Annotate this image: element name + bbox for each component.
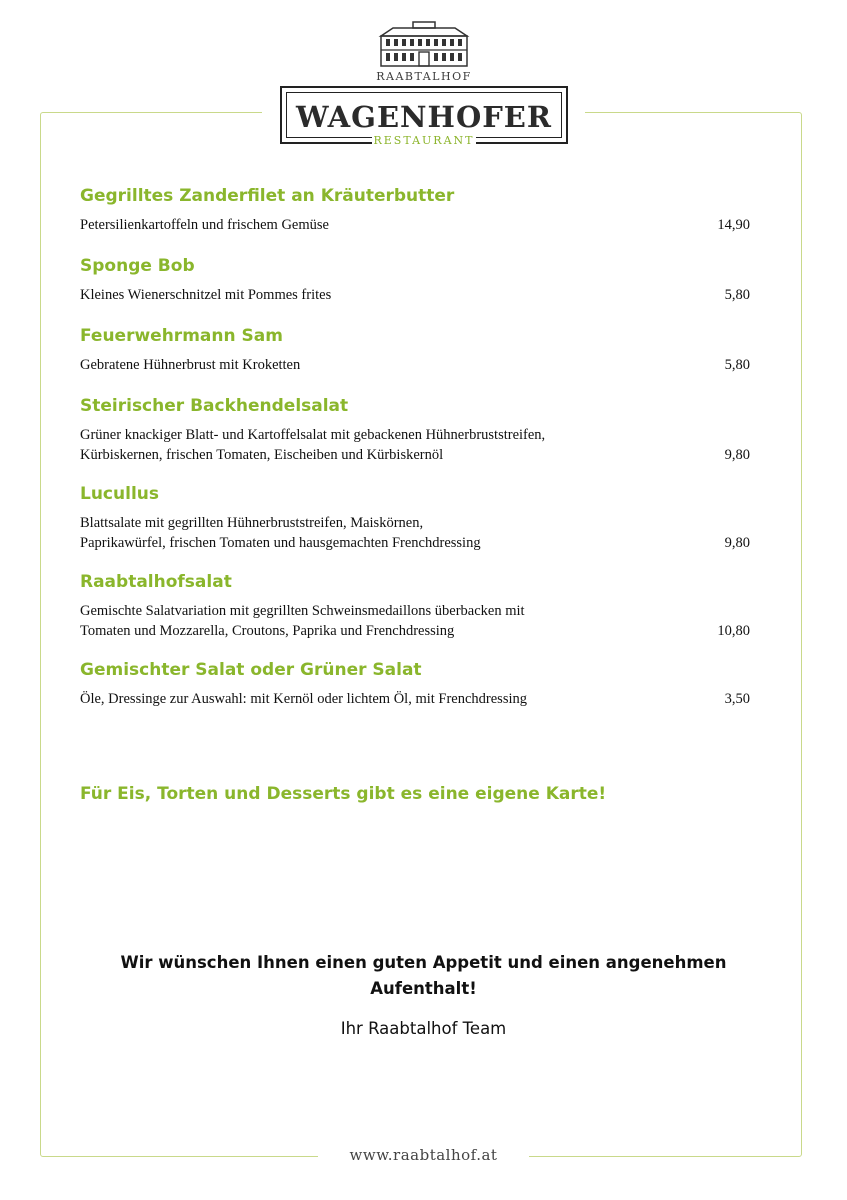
- menu-item-price: 5,80: [724, 287, 750, 303]
- closing-line-1: Wir wünschen Ihnen einen guten Appetit und einen angenehmen: [120, 953, 727, 972]
- brand-top-line: RAABTALHOF: [376, 70, 472, 83]
- menu-list: [80, 183, 750, 727]
- menu-item: [80, 253, 750, 323]
- menu-item-price: 14,90: [717, 217, 750, 233]
- menu-item-description: Gemischte Salatvariation mit gegrillten Schweinsmedaillons überbacken mit Tomaten und Mozzarella, Croutons, Paprika und Frenchdressing: [80, 603, 525, 639]
- brand-name: WAGENHOFER: [295, 100, 553, 134]
- menu-item-title: Raabtalhofsalat: [80, 572, 232, 592]
- closing-message: [80, 950, 767, 1002]
- menu-item-description: Grüner knackiger Blatt- und Kartoffelsalat mit gebackenen Hühnerbruststreifen, Kürbiskernen, frischen Tomaten, Eischeiben und Kürbiskernöl: [80, 427, 546, 463]
- menu-item: [80, 323, 750, 393]
- dessert-note: Für Eis, Torten und Desserts gibt es eine eigene Karte!: [80, 784, 607, 804]
- menu-item: [80, 481, 750, 569]
- menu-item-title: Feuerwehrmann Sam: [80, 326, 283, 346]
- menu-item: [80, 393, 750, 481]
- closing-line-2: Aufenthalt!: [370, 979, 477, 998]
- menu-item-price: 3,50: [724, 691, 750, 707]
- restaurant-logo: [268, 20, 580, 150]
- menu-item: [80, 657, 750, 727]
- menu-item-price: 10,80: [717, 623, 750, 639]
- website-link[interactable]: www.raabtalhof.at: [349, 1146, 498, 1164]
- menu-item-title: Gegrilltes Zanderfilet an Kräuterbutter: [80, 186, 455, 206]
- menu-item-price: 9,80: [724, 447, 750, 463]
- menu-item-title: Gemischter Salat oder Grüner Salat: [80, 660, 422, 680]
- menu-item-description: Kleines Wienerschnitzel mit Pommes frites: [80, 287, 332, 303]
- brand-bottom-line: RESTAURANT: [373, 134, 475, 147]
- closing-signature: Ihr Raabtalhof Team: [340, 1019, 507, 1038]
- menu-item: [80, 183, 750, 253]
- menu-item: [80, 569, 750, 657]
- menu-item-title: Steirischer Backhendelsalat: [80, 396, 349, 416]
- building-icon: [375, 20, 473, 68]
- menu-item-title: Sponge Bob: [80, 256, 195, 276]
- menu-item-price: 9,80: [724, 535, 750, 551]
- menu-item-description: Blattsalate mit gegrillten Hühnerbruststreifen, Maiskörnen, Paprikawürfel, frischen Tomaten und hausgemachten Frenchdressing: [80, 515, 481, 551]
- menu-item-title: Lucullus: [80, 484, 159, 504]
- menu-item-description: Öle, Dressinge zur Auswahl: mit Kernöl oder lichtem Öl, mit Frenchdressing: [80, 691, 527, 707]
- menu-item-description: Gebratene Hühnerbrust mit Kroketten: [80, 357, 301, 373]
- menu-item-description: Petersilienkartoffeln und frischem Gemüse: [80, 217, 329, 233]
- menu-item-price: 5,80: [724, 357, 750, 373]
